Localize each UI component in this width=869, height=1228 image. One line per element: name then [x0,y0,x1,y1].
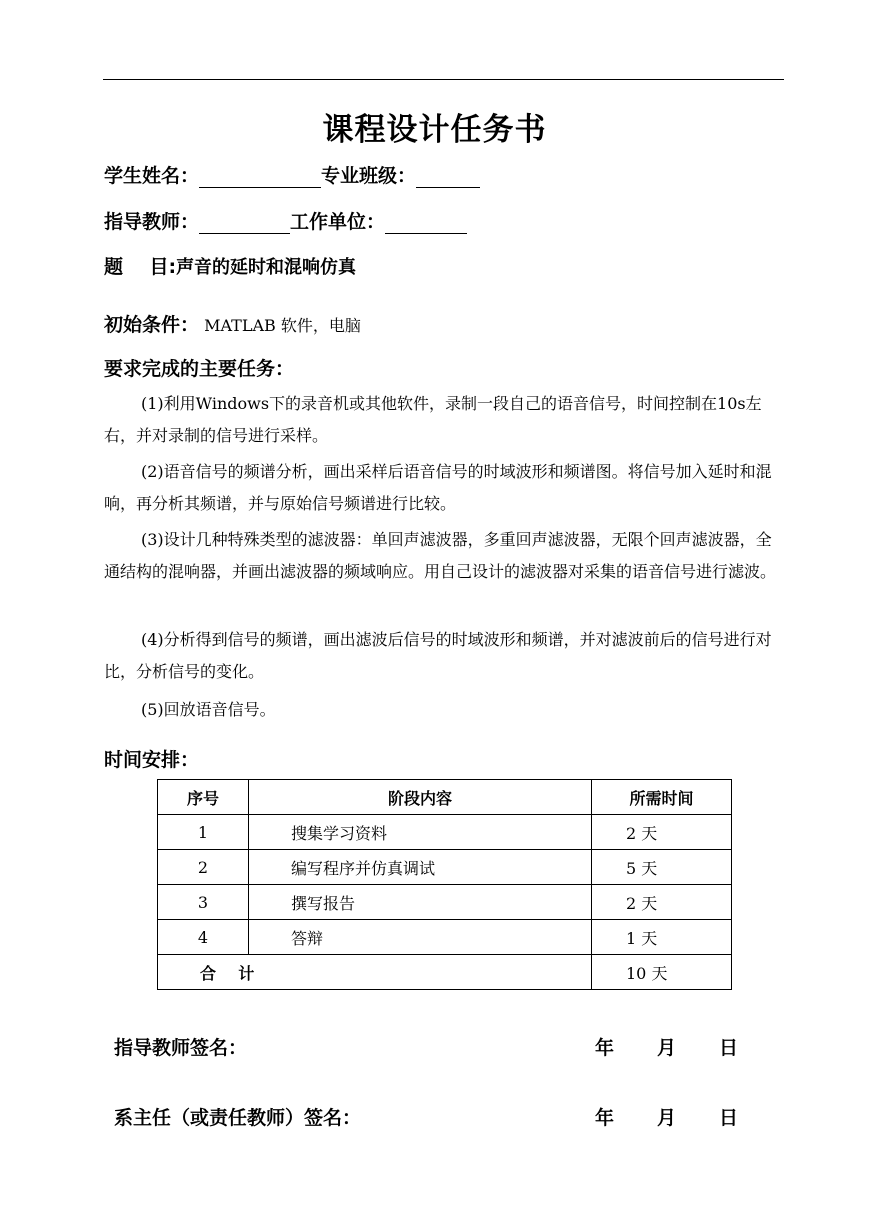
row-time [592,885,732,920]
row-time-text: 2 天 [626,893,658,913]
row-content-text: 搜集学习资料 [291,823,388,843]
table-row [158,815,732,850]
row-content [249,885,592,920]
row-time [592,815,732,850]
table-row [158,885,732,920]
class-field[interactable] [416,167,480,188]
topic-label: 题 目: [104,256,177,278]
row-content [249,815,592,850]
director-sign-day: 日 [719,1107,739,1129]
work-unit-label: 工作单位： [290,211,386,233]
director-sign-month: 月 [657,1107,677,1129]
advisor-sign-month: 月 [657,1037,677,1059]
row-content [249,920,592,955]
table-row [158,850,732,885]
table-total-row [158,955,732,990]
row-seq: 3 [158,885,249,920]
row-time [592,850,732,885]
row-time-text: 5 天 [626,858,658,878]
advisor-sign-year: 年 [595,1037,615,1059]
row-content-text: 编写程序并仿真调试 [291,858,436,878]
initial-label: 初始条件： [104,314,200,336]
task-item-5: (5)回放语音信号。 [141,700,276,719]
student-name-field[interactable] [199,167,321,188]
row-seq: 1 [158,815,249,850]
header-time: 所需时间 [592,780,732,815]
tasks-heading: 要求完成的主要任务： [104,358,295,380]
table-header-row [158,780,732,815]
row-content-text: 答辩 [291,928,324,948]
row-content-text: 撰写报告 [291,893,356,913]
table-row [158,920,732,955]
schedule-table [157,779,732,990]
topic-row [104,252,356,279]
header-seq: 序号 [158,780,249,815]
schedule-heading: 时间安排： [104,749,200,771]
student-name-label: 学生姓名： [104,165,200,187]
advisor-sign-day: 日 [719,1037,739,1059]
task-item-3: (3)设计几种特殊类型的滤波器：单回声滤波器，多重回声滤波器，无限个回声滤波器，全通结构的混响器，并画出滤波器的频域响应。用自己设计的滤波器对采集的语音信号进行滤波。 [104,530,777,581]
initial-conditions-row [104,310,361,337]
row-seq: 4 [158,920,249,955]
advisor-label: 指导教师： [104,211,200,233]
total-value-text: 10 天 [626,963,668,983]
task-item-2: (2)语音信号的频谱分析，画出采样后语音信号的时域波形和频谱图。将信号加入延时和混响，再分析其频谱，并与原始信号频谱进行比较。 [104,462,772,513]
row-time-text: 1 天 [626,928,658,948]
advisor-info-row [104,207,467,234]
row-seq: 2 [158,850,249,885]
task-item-1: (1)利用Windows下的录音机或其他软件，录制一段自己的语音信号，时间控制在10s左右，并对录制的信号进行采样。 [104,394,762,445]
top-rule [103,79,784,80]
advisor-signature-label: 指导教师签名： [114,1037,248,1059]
row-time [592,920,732,955]
page-title: 课程设计任务书 [322,112,547,148]
row-content [249,850,592,885]
work-unit-field[interactable] [385,213,467,234]
director-signature-label: 系主任（或责任教师）签名： [114,1107,362,1129]
header-content: 阶段内容 [249,780,592,815]
director-sign-year: 年 [595,1107,615,1129]
total-label-text: 合 计 [200,963,255,983]
topic-value: 声音的延时和混响仿真 [176,257,357,278]
student-info-row [104,161,480,188]
class-label: 专业班级： [321,165,417,187]
initial-value: MATLAB 软件，电脑 [204,316,361,335]
task-item-4: (4)分析得到信号的频谱，画出滤波后信号的时域波形和频谱，并对滤波前后的信号进行对比，分析信号的变化。 [104,630,772,681]
total-value [592,955,732,990]
row-time-text: 2 天 [626,823,658,843]
advisor-field[interactable] [199,213,290,234]
total-label [158,955,592,990]
